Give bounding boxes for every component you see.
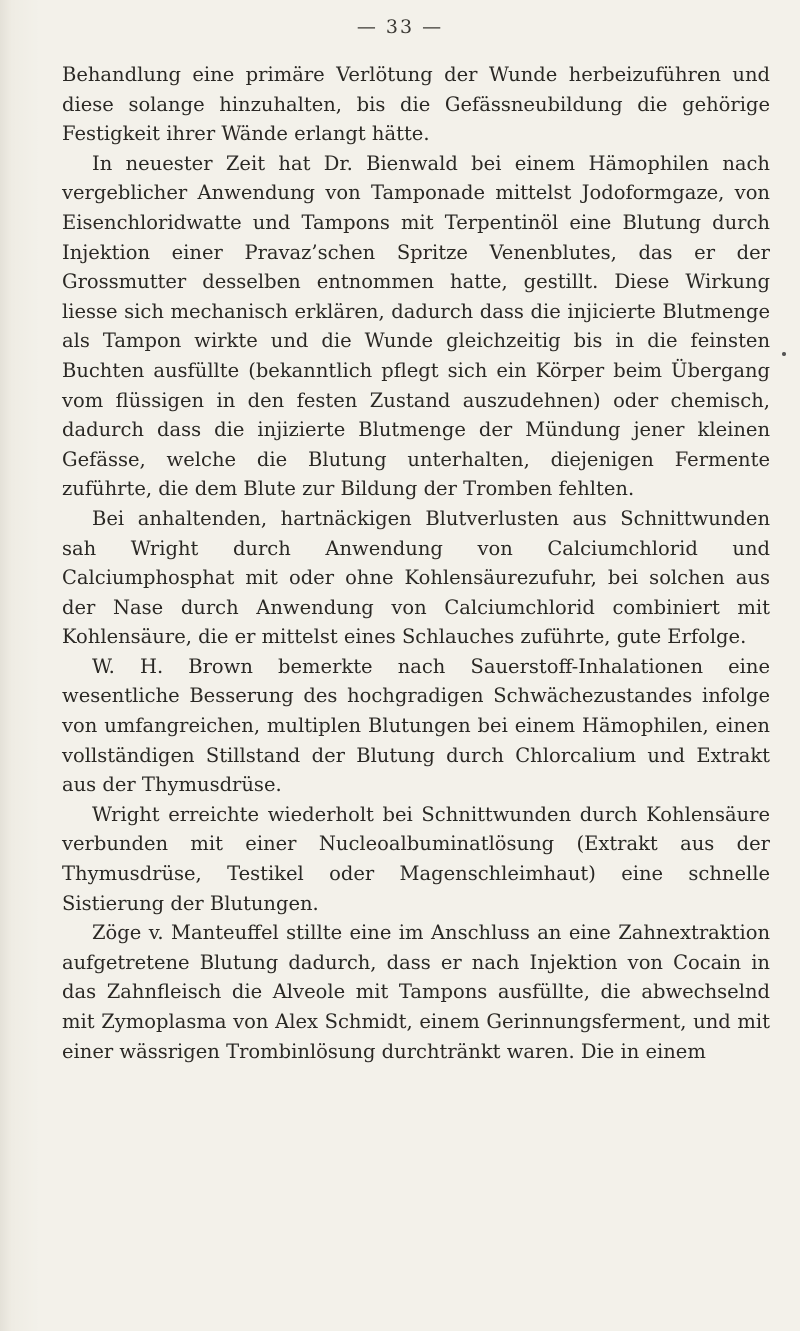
paragraph-bienwald: In neuester Zeit hat Dr. Bienwald bei einem Hämophilen nach vergeblicher Anwendung von Tamponade mittelst Jodoformgaze, von Eisenchloridwatte und Tampons mit Terpentinöl eine Blutung durch Injektion einer Pravaz’schen Spritze Venenblutes, das er der Grossmutter desselben entnommen hatte, gestillt. Diese Wirkung liesse sich mechanisch erklären, dadurch dass die injicierte Blutmenge als Tampon wirkte und die Wunde gleichzeitig bis in die feinsten Buchten ausfüllte (bekanntlich pflegt sich ein Körper beim Übergang vom flüssigen in den festen Zustand auszudehnen) oder chemisch, dadurch dass die injizierte Blutmenge der Mündung jener kleinen Gefässe, welche die Blutung unterhalten, diejenigen Fermente zuführte, die dem Blute zur Bildung der Tromben fehlten.: [62, 151, 770, 501]
paragraph-continuation: Behandlung eine primäre Verlötung der Wunde herbeizuführen und diese solange hinzuhalten, bis die Gefässneubildung die gehörige Festigkeit ihrer Wände erlangt hätte.: [62, 63, 770, 146]
paragraph-brown: W. H. Brown bemerkte nach Sauerstoff-Inhalationen eine wesentliche Besserung des hochgradigen Schwächezustandes infolge von umfangreichen, multiplen Blutungen bei einem Hämophilen, einen vollständigen Stillstand der Blutung durch Chlorcalium und Extrakt aus der Thymusdrüse.: [62, 654, 770, 797]
body-text: [62, 60, 770, 1066]
paragraph-manteuffel: Zöge v. Manteuffel stillte eine im Anschluss an eine Zahnextraktion aufgetretene Blutung dadurch, dass er nach Injektion von Cocain in das Zahnfleisch die Alveole mit Tampons ausfüllte, die abwechselnd mit Zymoplasma von Alex Schmidt, einem Gerinnungsferment, und mit einer wässrigen Trombinlösung durchtränkt waren. Die in einem: [62, 921, 770, 1063]
margin-dot-mark: [782, 352, 786, 356]
page-number: — 33 —: [356, 16, 444, 38]
paragraph-wright-calcium: Bei anhaltenden, hartnäckigen Blutverlusten aus Schnittwunden sah Wright durch Anwendung von Calciumchlorid und Calciumphosphat mit oder ohne Kohlensäurezufuhr, bei solchen aus der Nase durch Anwendung von Calciumchlorid combiniert mit Kohlensäure, die er mittelst eines Schlauches zuführte, gute Erfolge.: [62, 506, 770, 649]
paragraph-wright-kohlensaeure: Wright erreichte wiederholt bei Schnittwunden durch Kohlensäure verbunden mit einer Nucleoalbuminatlösung (Extrakt aus der Thymusdrüse, Testikel oder Magenschleimhaut) eine schnelle Sistierung der Blutungen.: [62, 802, 770, 915]
